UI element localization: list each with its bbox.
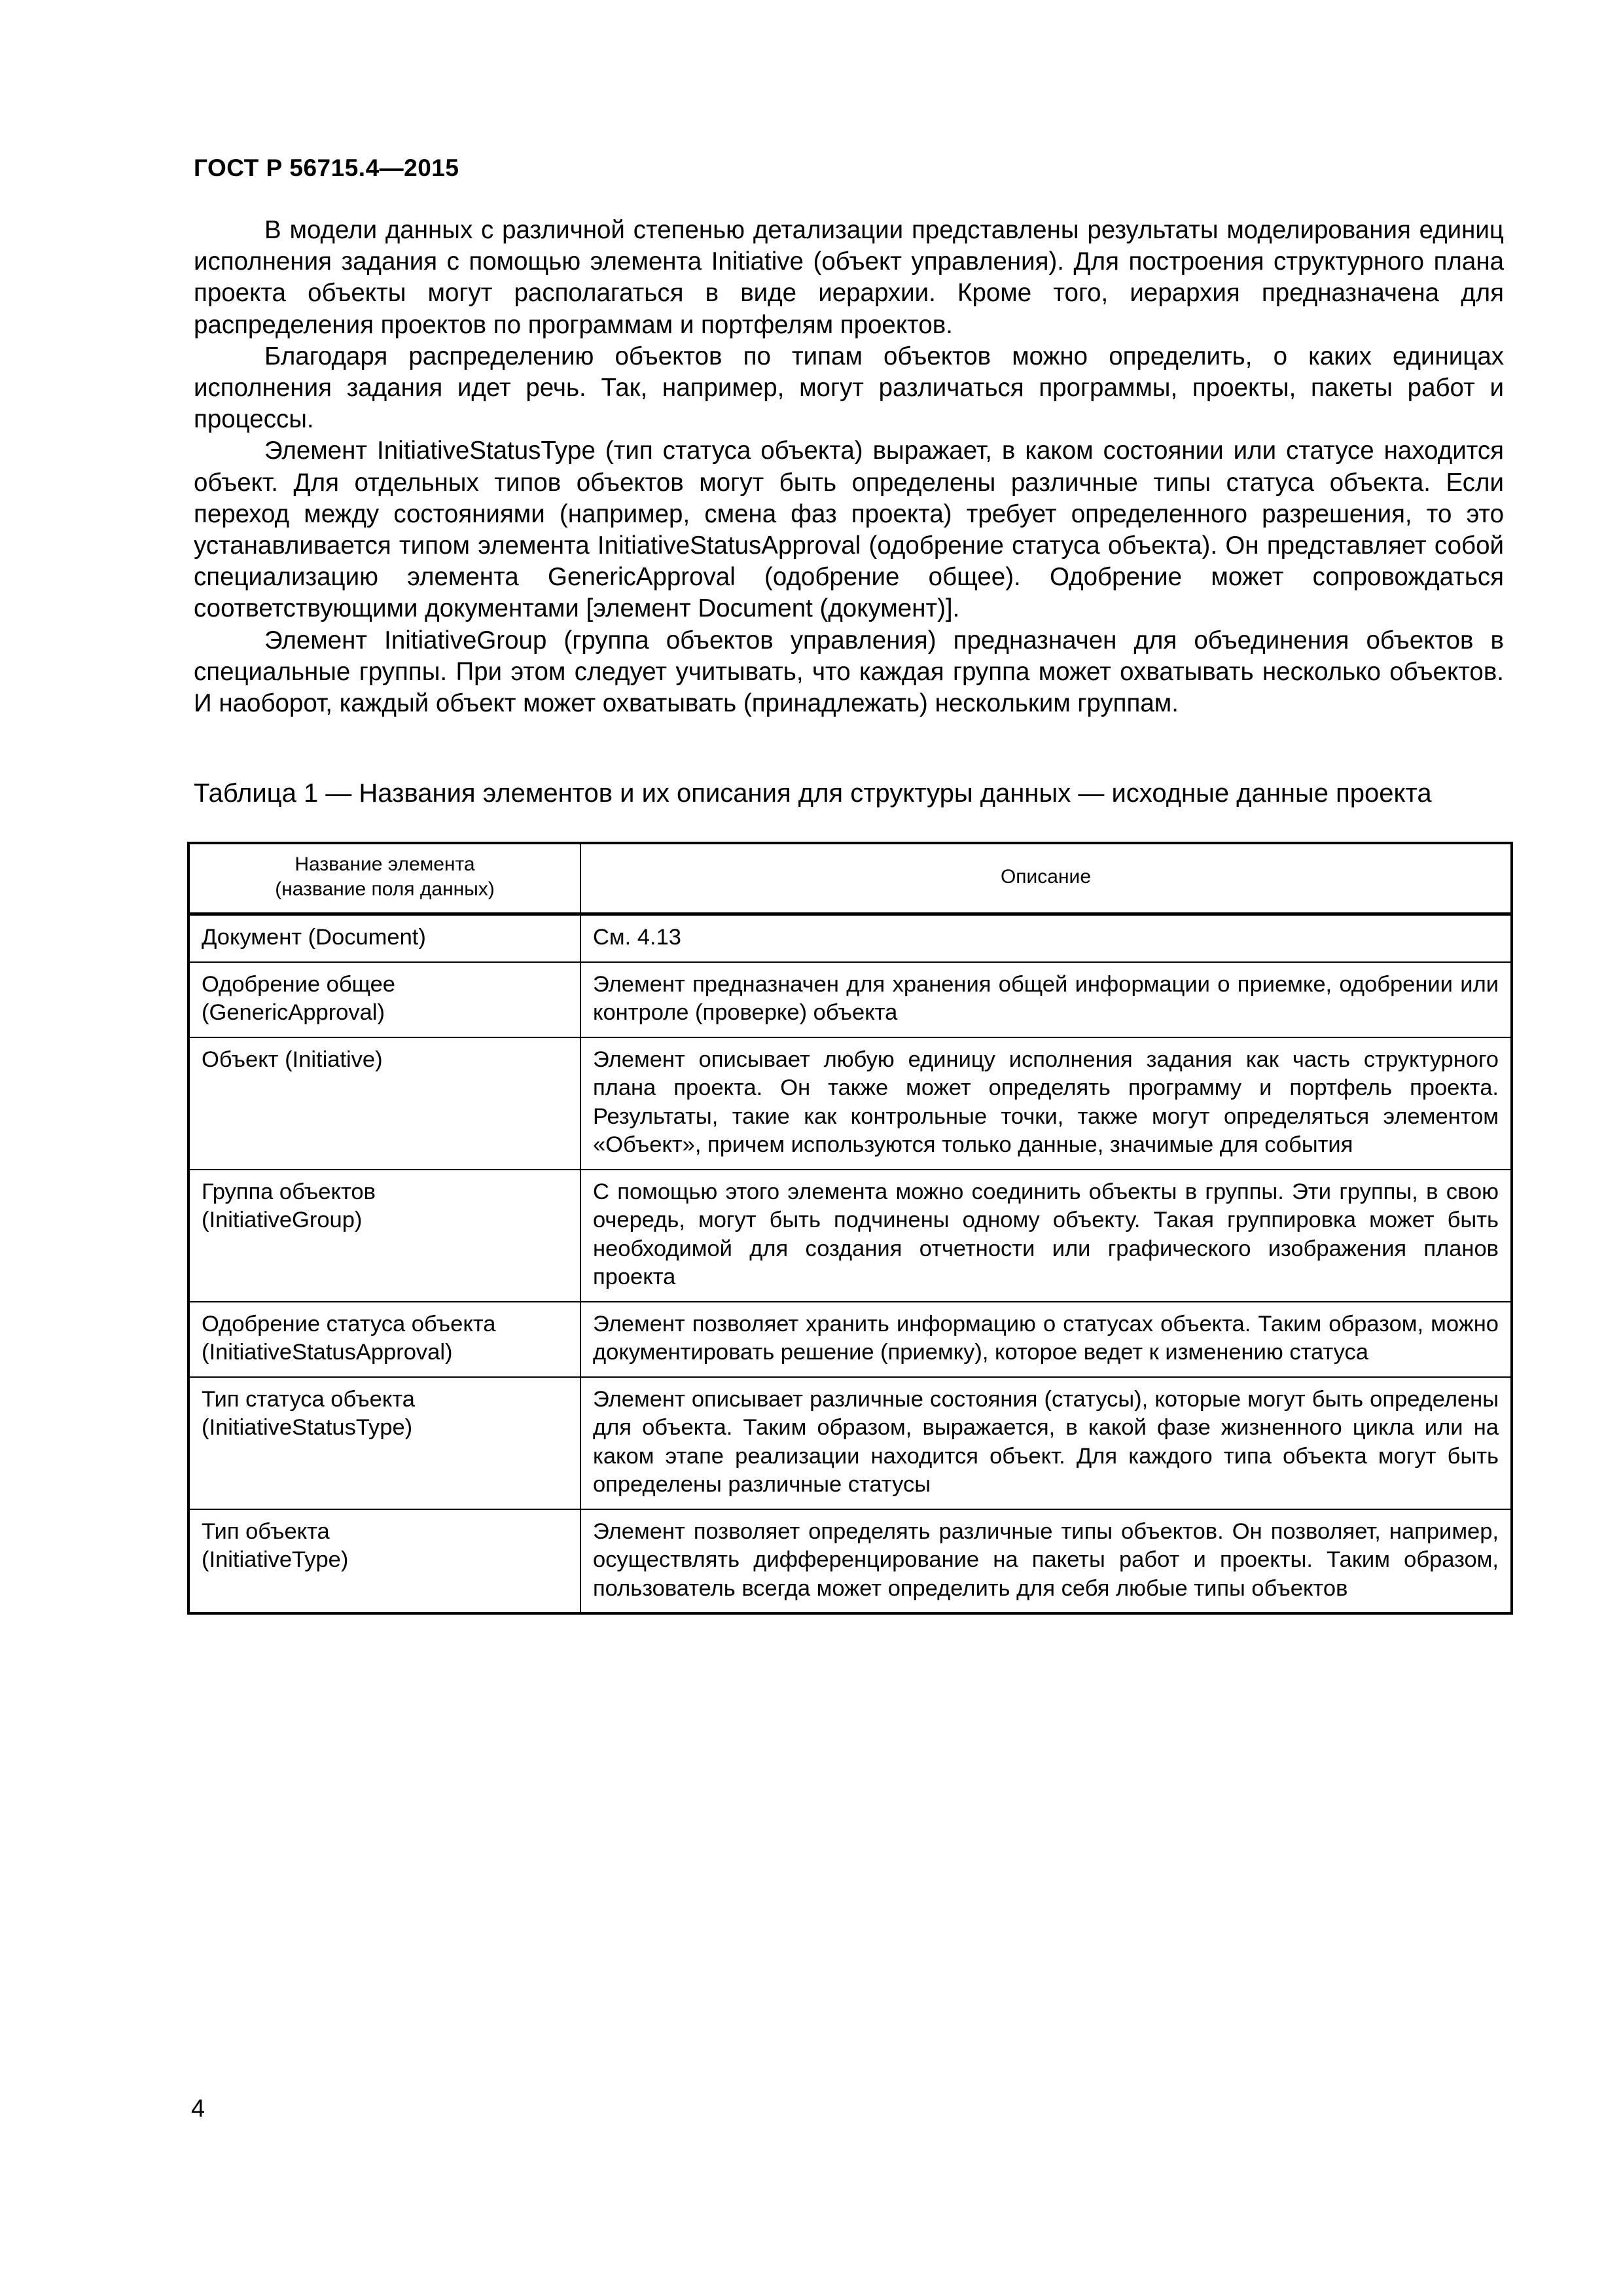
page-number: 4 — [191, 2095, 205, 2123]
document-code-header: ГОСТ Р 56715.4—2015 — [194, 154, 459, 181]
element-description: Элемент описывает любую единицу исполнения задания как часть структурного плана проекта. Он также может определять программу и портфель проекта. Результаты, такие как контрольные точки, также могут определяться элементом «Объект», причем используются только данные, значимые для события — [580, 1037, 1512, 1170]
table-row — [188, 962, 1512, 1037]
header-description: Описание — [580, 843, 1512, 914]
table-row — [188, 1302, 1512, 1377]
table-row — [188, 1170, 1512, 1302]
element-name: Тип объекта — [202, 1518, 330, 1544]
element-description: Элемент предназначен для хранения общей информации о приемке, одобрении или контроле (проверке) объекта — [580, 962, 1512, 1037]
element-field-name: (InitiativeGroup) — [202, 1208, 363, 1232]
element-field-name: (InitiativeStatusType) — [202, 1415, 413, 1440]
element-description: См. 4.13 — [580, 914, 1512, 962]
paragraph: Элемент InitiativeStatusType (тип статуса объекта) выражает, в каком состоянии или статусе находится объект. Для отдельных типов объектов могут быть определены различные типы статуса объекта. Если переход между состояниями (например, смена фаз проекта) требует определенного разрешения, то это устанавливается типом элемента InitiativeStatusApproval (одобрение статуса объекта). Он представляет собой специализацию элемента GenericApproval (одобрение общее). Одобрение может сопровождаться соответствующими документами [элемент Document (документ)]. — [194, 437, 1504, 623]
element-field-name: (GenericApproval) — [202, 1000, 385, 1025]
table-row — [188, 914, 1512, 962]
element-name-cell — [188, 914, 580, 962]
element-name: Тип статуса объекта — [202, 1386, 415, 1412]
header-element-name — [188, 843, 580, 914]
element-description: Элемент позволяет хранить информацию о статусах объекта. Таким образом, можно документировать решение (приемку), которое ведет к изменению статуса — [580, 1302, 1512, 1377]
element-field-name: (InitiativeType) — [202, 1547, 349, 1572]
table-row — [188, 1509, 1512, 1614]
element-name-cell — [188, 1170, 580, 1302]
paragraph: Элемент InitiativeGroup (группа объектов управления) предназначен для объединения объектов в специальные группы. При этом следует учитывать, что каждая группа может охватывать несколько объектов. И наоборот, каждый объект может охватывать (принадлежать) нескольким группам. — [194, 626, 1504, 718]
element-name-cell — [188, 1302, 580, 1377]
element-name: Одобрение статуса объекта — [202, 1311, 496, 1336]
element-name-cell — [188, 1037, 580, 1170]
element-name: Группа объектов — [202, 1179, 376, 1204]
element-description: С помощью этого элемента можно соединить объекты в группы. Эти группы, в свою очередь, могут быть подчинены одному объекту. Такая группировка может быть необходимой для создания отчетности или графического изображения планов проекта — [580, 1170, 1512, 1302]
element-description: Элемент описывает различные состояния (статусы), которые могут быть определены для объекта. Таким образом, выражается, в какой фазе жизненного цикла или на каком этапе реализации находится объект. Для каждого типа объекта могут быть определены различные статусы — [580, 1377, 1512, 1509]
element-name: Одобрение общее — [202, 971, 395, 997]
table-caption: Таблица 1 — Названия элементов и их описания для структуры данных — исходные данные проекта — [194, 779, 1432, 808]
element-name-cell — [188, 962, 580, 1037]
table-row — [188, 1037, 1512, 1170]
element-name: Документ (Document) — [202, 925, 426, 950]
element-field-name: (InitiativeStatusApproval) — [202, 1340, 453, 1365]
paragraph: В модели данных с различной степенью детализации представлены результаты моделирования единиц исполнения задания с помощью элемента Initiative (объект управления). Для построения структурного плана проекта объекты могут располагаться в виде иерархии. Кроме того, иерархия предназначена для распределения проектов по программам и портфелям проектов. — [194, 216, 1504, 339]
elements-table-container — [187, 842, 1513, 1615]
body-text — [194, 215, 1504, 719]
table-header-row — [188, 843, 1512, 914]
element-name-cell — [188, 1509, 580, 1614]
element-description: Элемент позволяет определять различные типы объектов. Он позволяет, например, осуществлять дифференцирование на пакеты работ и проекты. Таким образом, пользователь всегда может определить для себя любые типы объектов — [580, 1509, 1512, 1614]
table-row — [188, 1377, 1512, 1509]
header-element-name-line2: (название поля данных) — [275, 878, 495, 900]
paragraph: Благодаря распределению объектов по типам объектов можно определить, о каких единицах исполнения задания идет речь. Так, например, могут различаться программы, проекты, пакеты работ и процессы. — [194, 342, 1504, 434]
header-element-name-line1: Название элемента — [294, 853, 475, 875]
element-name: Объект (Initiative) — [202, 1047, 383, 1072]
elements-table — [187, 842, 1513, 1615]
element-name-cell — [188, 1377, 580, 1509]
